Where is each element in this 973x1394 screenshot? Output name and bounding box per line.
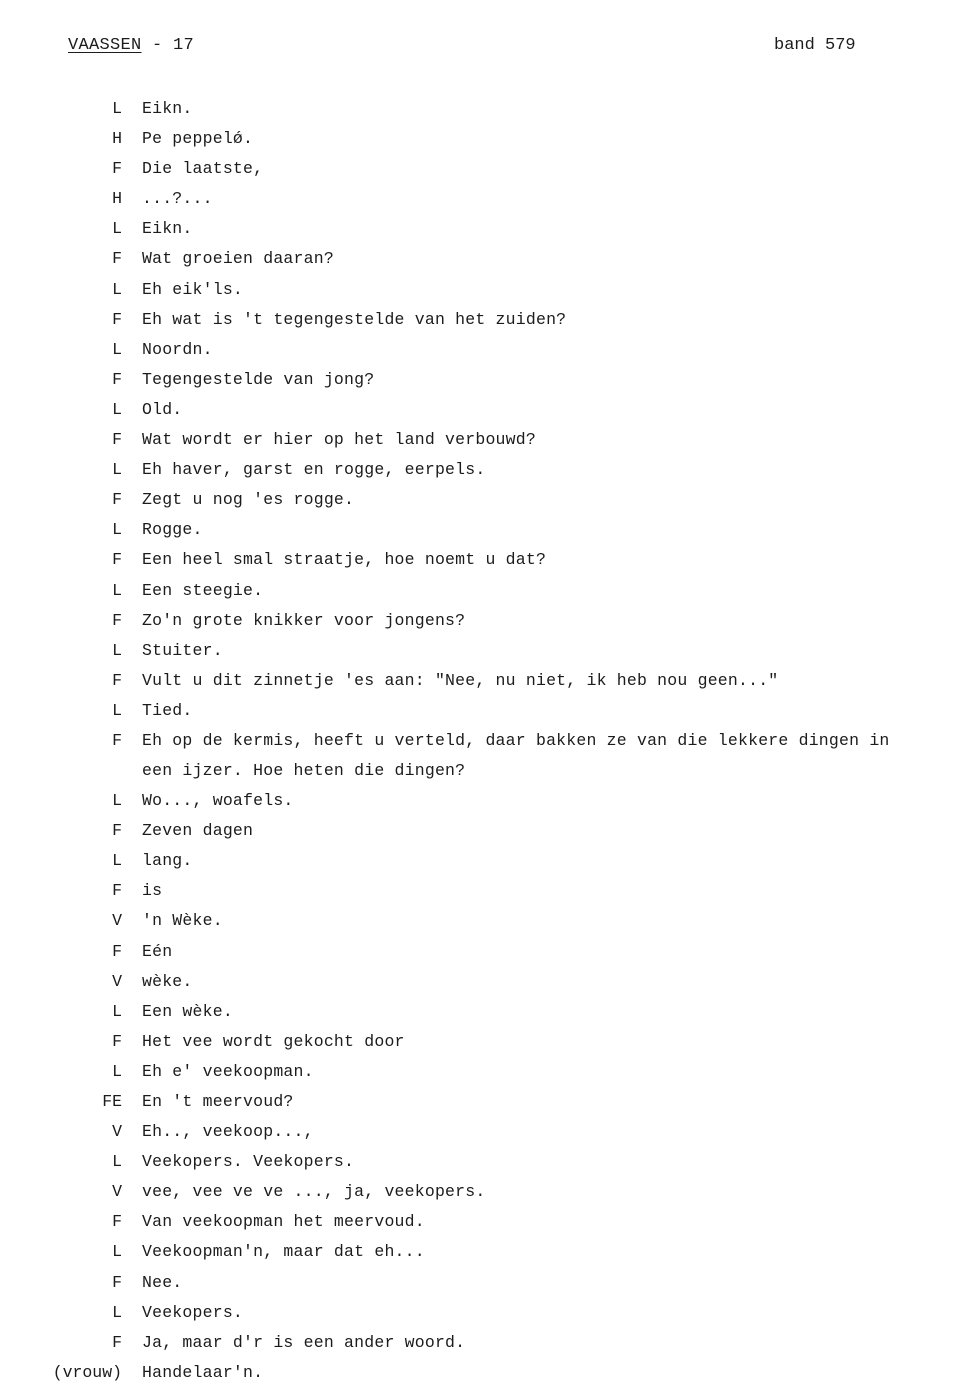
band-label: band 579 — [774, 36, 856, 55]
utterance-text: Van veekoopman het meervoud. — [142, 1212, 425, 1232]
speaker-label: L — [112, 791, 122, 811]
utterance-text: 'n Wèke. — [142, 911, 223, 931]
speaker-label: L — [112, 1001, 122, 1021]
transcript-line — [0, 937, 973, 967]
utterance-text: Eh wat is 't tegengestelde van het zuiden? — [142, 309, 567, 329]
utterance-text: Veekopers. Veekopers. — [142, 1152, 355, 1172]
utterance-text: ...?... — [142, 189, 213, 209]
speaker-label: V — [112, 971, 122, 991]
speaker-label: F — [112, 159, 122, 179]
transcript-line — [0, 365, 973, 395]
place-name: VAASSEN — [68, 36, 142, 55]
utterance-text: lang. — [142, 851, 193, 871]
speaker-label: L — [112, 460, 122, 480]
utterance-text: Wo..., woafels. — [142, 791, 294, 811]
transcript — [0, 94, 973, 1388]
speaker-label: V — [112, 911, 122, 931]
transcript-line — [0, 967, 973, 997]
transcript-line — [0, 214, 973, 244]
utterance-text: wèke. — [142, 971, 193, 991]
speaker-label: L — [112, 1061, 122, 1081]
transcript-line — [0, 726, 973, 756]
transcript-line — [0, 1358, 973, 1388]
transcript-line — [0, 124, 973, 154]
utterance-text: Eh.., veekoop..., — [142, 1122, 314, 1142]
page-header-left — [68, 36, 194, 55]
speaker-label: F — [112, 1332, 122, 1352]
transcript-line — [0, 786, 973, 816]
speaker-label: L — [112, 700, 122, 720]
utterance-text: Veekopers. — [142, 1302, 244, 1322]
transcript-line — [0, 1027, 973, 1057]
utterance-text: Noordn. — [142, 339, 213, 359]
utterance-text: Het vee wordt gekocht door — [142, 1031, 405, 1051]
transcript-line — [0, 425, 973, 455]
utterance-text: Een steegie. — [142, 580, 264, 600]
transcript-line — [0, 606, 973, 636]
speaker-label: V — [112, 1122, 122, 1142]
utterance-text: Eh op de kermis, heeft u verteld, daar bakken ze van die lekkere dingen in — [142, 730, 890, 750]
speaker-label: F — [112, 610, 122, 630]
utterance-text: Vult u dit zinnetje 'es aan: "Nee, nu niet, ik heb nou geen..." — [142, 670, 779, 690]
transcript-line — [0, 244, 973, 274]
speaker-label: (vrouw) — [52, 1362, 122, 1382]
speaker-label: L — [112, 1302, 122, 1322]
speaker-label: L — [112, 640, 122, 660]
utterance-text: Eh haver, garst en rogge, eerpels. — [142, 460, 486, 480]
transcript-line — [0, 696, 973, 726]
utterance-text: Ja, maar d'r is een ander woord. — [142, 1332, 466, 1352]
transcript-line — [0, 1237, 973, 1267]
utterance-text: Pe peppelǿ. — [142, 129, 254, 149]
transcript-line — [0, 876, 973, 906]
transcript-line — [0, 846, 973, 876]
utterance-text: En 't meervoud? — [142, 1092, 294, 1111]
speaker-label: L — [112, 219, 122, 239]
speaker-label: H — [112, 129, 122, 149]
utterance-text: Eh e' veekoopman. — [142, 1061, 314, 1081]
utterance-text: Rogge. — [142, 520, 203, 540]
speaker-label: F — [112, 881, 122, 901]
utterance-text: vee, vee ve ve ..., ja, veekopers. — [142, 1182, 486, 1202]
speaker-label: F — [112, 941, 122, 961]
transcript-line — [0, 335, 973, 365]
speaker-label: FE — [102, 1092, 122, 1111]
transcript-line — [0, 395, 973, 425]
speaker-label: L — [112, 339, 122, 359]
speaker-label: F — [112, 490, 122, 510]
speaker-label: F — [112, 1212, 122, 1232]
utterance-text: Een wèke. — [142, 1001, 233, 1021]
transcript-line — [0, 1147, 973, 1177]
transcript-line — [0, 1207, 973, 1237]
transcript-line — [0, 1057, 973, 1087]
speaker-label: H — [112, 189, 122, 209]
utterance-text: Nee. — [142, 1272, 183, 1292]
utterance-text: een ijzer. Hoe heten die dingen? — [142, 761, 466, 781]
transcript-line — [0, 485, 973, 515]
utterance-text: Tied. — [142, 700, 193, 720]
utterance-text: Tegengestelde van jong? — [142, 369, 375, 389]
utterance-text: Zo'n grote knikker voor jongens? — [142, 610, 466, 630]
transcript-line — [0, 1177, 973, 1207]
transcript-line — [0, 756, 973, 786]
transcript-line — [0, 636, 973, 666]
speaker-label: F — [112, 1272, 122, 1292]
transcript-line — [0, 1268, 973, 1298]
utterance-text: Veekoopman'n, maar dat eh... — [142, 1242, 425, 1262]
utterance-text: Eikn. — [142, 219, 193, 239]
transcript-line — [0, 576, 973, 606]
utterance-text: Wat groeien daaran? — [142, 249, 334, 269]
utterance-text: Eikn. — [142, 99, 193, 118]
utterance-text: Zegt u nog 'es rogge. — [142, 490, 355, 510]
speaker-label: F — [112, 730, 122, 750]
transcript-line — [0, 184, 973, 214]
speaker-label: F — [112, 249, 122, 269]
speaker-label: L — [112, 99, 122, 118]
transcript-line — [0, 275, 973, 305]
utterance-text: Stuiter. — [142, 640, 223, 660]
transcript-line — [0, 455, 973, 485]
transcript-line — [0, 1298, 973, 1328]
utterance-text: Old. — [142, 399, 183, 419]
transcript-line — [0, 1117, 973, 1147]
speaker-label: V — [112, 1182, 122, 1202]
transcript-line — [0, 545, 973, 575]
speaker-label: F — [112, 309, 122, 329]
speaker-label: L — [112, 1152, 122, 1172]
speaker-label: L — [112, 1242, 122, 1262]
speaker-label: F — [112, 1031, 122, 1051]
transcript-line — [0, 1087, 973, 1117]
transcript-line — [0, 906, 973, 936]
utterance-text: Zeven dagen — [142, 821, 254, 841]
transcript-line — [0, 997, 973, 1027]
transcript-line — [0, 154, 973, 184]
speaker-label: F — [112, 821, 122, 841]
page-number: - 17 — [141, 36, 195, 55]
speaker-label: L — [112, 580, 122, 600]
utterance-text: Handelaar'n. — [142, 1362, 264, 1382]
transcript-line — [0, 666, 973, 696]
speaker-label: L — [112, 399, 122, 419]
speaker-label: F — [112, 430, 122, 450]
utterance-text: Wat wordt er hier op het land verbouwd? — [142, 430, 536, 450]
utterance-text: Die laatste, — [142, 159, 264, 179]
transcript-line — [0, 94, 973, 124]
transcript-line — [0, 515, 973, 545]
speaker-label: F — [112, 550, 122, 570]
transcript-line — [0, 1328, 973, 1358]
transcript-line — [0, 816, 973, 846]
speaker-label: F — [112, 670, 122, 690]
speaker-label: F — [112, 369, 122, 389]
speaker-label: L — [112, 851, 122, 871]
speaker-label: L — [112, 279, 122, 299]
utterance-text: Eén — [142, 941, 173, 961]
speaker-label: L — [112, 520, 122, 540]
utterance-text: is — [142, 881, 163, 901]
transcript-line — [0, 305, 973, 335]
utterance-text: Eh eik'ls. — [142, 279, 244, 299]
utterance-text: Een heel smal straatje, hoe noemt u dat? — [142, 550, 547, 570]
